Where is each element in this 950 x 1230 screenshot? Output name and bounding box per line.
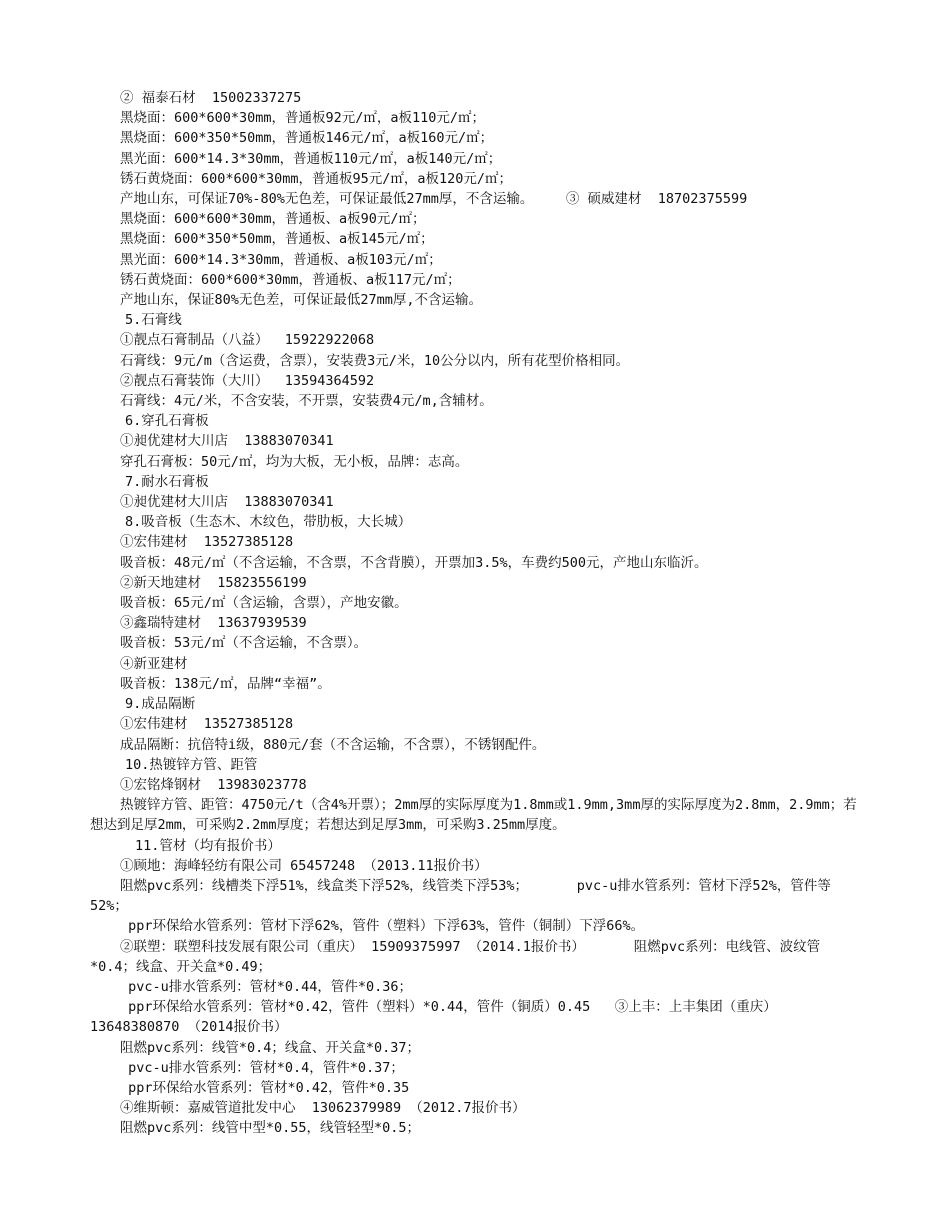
section-heading: 7.耐水石膏板 bbox=[125, 473, 209, 490]
price-line: 吸音板：53元/㎡（不含运输，不含票）。 bbox=[120, 635, 368, 652]
price-line: 阻燃pvc系列：线管中型*0.55，线管轻型*0.5； bbox=[120, 1120, 421, 1137]
supplier-line: ①宏铭烽钢材 13983023778 bbox=[120, 776, 307, 793]
section-heading: 5.石膏线 bbox=[125, 312, 182, 329]
supplier-line: ①宏伟建材 13527385128 bbox=[120, 534, 294, 551]
price-line: 黑烧面：600*600*30mm，普通板92元/㎡，a板110元/㎡； bbox=[120, 110, 486, 127]
supplier-line: ②联塑：联塑科技发展有限公司（重庆） 15909375997 （2014.1报价书） 阻燃pvc系列：电线管、波纹管*0.4；线盒、开关盒*0.49； bbox=[90, 938, 821, 975]
price-line: 吸音板：138元/㎡，品牌“幸福”。 bbox=[120, 675, 331, 692]
document-page bbox=[0, 88, 950, 1139]
supplier-line: ④维斯顿：嘉威管道批发中心 13062379989 （2012.7报价书） bbox=[120, 1100, 526, 1117]
price-line: 黑光面：600*14.3*30mm，普通板、a板103元/㎡； bbox=[120, 251, 442, 268]
section-heading: 8.吸音板（生态木、木纹色，带肋板，大长城） bbox=[125, 514, 412, 531]
price-line: 锈石黄烧面：600*600*30mm，普通板、a板117元/㎡； bbox=[120, 271, 461, 288]
price-line: 黑烧面：600*350*50mm，普通板、a板145元/㎡； bbox=[120, 231, 434, 248]
note-line: 产地山东，保证80%无色差，可保证最低27mm厚,不含运输。 bbox=[120, 292, 483, 309]
price-line: ppr环保给水管系列：管材*0.42，管件（塑料）*0.44，管件（铜质）0.45 ③上丰：上丰集团（重庆） 13648380870 （2014报价书） bbox=[90, 999, 793, 1036]
price-line: 黑烧面：600*600*30mm，普通板、a板90元/㎡； bbox=[120, 211, 426, 228]
supplier-line: ①顾地：海峰轻纺有限公司 65457248 （2013.11报价书） bbox=[120, 857, 488, 874]
price-line: 阻燃pvc系列：线管*0.4；线盒、开关盒*0.37； bbox=[120, 1039, 421, 1056]
price-line: ppr环保给水管系列：管材*0.42，管件*0.35 bbox=[120, 1079, 410, 1096]
note-line: 产地山东，可保证70%-80%无色差，可保证最低27mm厚，不含运输。 ③ 硕威建材 18702375599 bbox=[120, 191, 748, 208]
price-line: 成品隔断：抗倍特i级，880元/套（不含运输，不含票），不锈钢配件。 bbox=[120, 736, 546, 753]
supplier-line: ①昶优建材大川店 13883070341 bbox=[120, 433, 334, 450]
price-line: 黑光面：600*14.3*30mm，普通板110元/㎡，a板140元/㎡； bbox=[120, 150, 502, 167]
supplier-line: ①宏伟建材 13527385128 bbox=[120, 716, 294, 733]
section-heading: 10.热镀锌方管、距管 bbox=[125, 756, 258, 773]
price-line: 锈石黄烧面：600*600*30mm，普通板95元/㎡，a板120元/㎡； bbox=[120, 170, 513, 187]
price-line: 阻燃pvc系列：线槽类下浮51%，线盒类下浮52%，线管类下浮53%； pvc-u排水管系列：管材下浮52%，管件等52%； bbox=[90, 877, 831, 915]
supplier-line: ② 福泰石材 15002337275 bbox=[120, 90, 302, 106]
price-line: 石膏线：9元/m（含运费，含票），安装费3元/米，10公分以内，所有花型价格相同。 bbox=[120, 352, 630, 369]
price-line: pvc-u排水管系列：管材*0.44，管件*0.36； bbox=[120, 978, 413, 995]
supplier-line: ②新天地建材 15823556199 bbox=[120, 574, 307, 591]
section-heading: 11.管材（均有报价书） bbox=[135, 837, 281, 854]
supplier-line: ①靓点石膏制品（八益） 15922922068 bbox=[120, 332, 375, 349]
price-line: pvc-u排水管系列：管材*0.4，管件*0.37； bbox=[120, 1059, 404, 1076]
supplier-line: ③鑫瑞特建材 13637939539 bbox=[120, 615, 307, 632]
supplier-line: ④新亚建材 bbox=[120, 655, 188, 672]
price-line: 穿孔石膏板：50元/㎡，均为大板，无小板，品牌：志高。 bbox=[120, 453, 469, 470]
supplier-line: ②靓点石膏装饰（大川） 13594364592 bbox=[120, 372, 375, 389]
price-line: 石膏线：4元/米，不含安装，不开票，安装费4元/m,含辅材。 bbox=[120, 393, 493, 410]
section-heading: 6.穿孔石膏板 bbox=[125, 413, 209, 430]
price-line: ppr环保给水管系列：管材下浮62%，管件（塑料）下浮63%，管件（铜制）下浮66%。 bbox=[120, 918, 645, 935]
price-line: 吸音板：48元/㎡（不含运输，不含票，不含背膜），开票加3.5%，车费约500元，产地山东临沂。 bbox=[120, 554, 708, 571]
price-line: 黑烧面：600*350*50mm，普通板146元/㎡，a板160元/㎡； bbox=[120, 130, 494, 147]
price-line: 热镀锌方管、距管：4750元/t（含4%开票）；2mm厚的实际厚度为1.8mm或1.9mm,3mm厚的实际厚度为2.8mm，2.9mm；若想达到足厚2mm，可采购2.2mm厚度；若想达到足厚3mm，可采购3.25mm厚度。 bbox=[90, 797, 857, 834]
price-line: 吸音板：65元/㎡（含运输，含票），产地安徽。 bbox=[120, 595, 408, 612]
section-heading: 9.成品隔断 bbox=[125, 696, 196, 713]
supplier-line: ①昶优建材大川店 13883070341 bbox=[120, 494, 334, 511]
